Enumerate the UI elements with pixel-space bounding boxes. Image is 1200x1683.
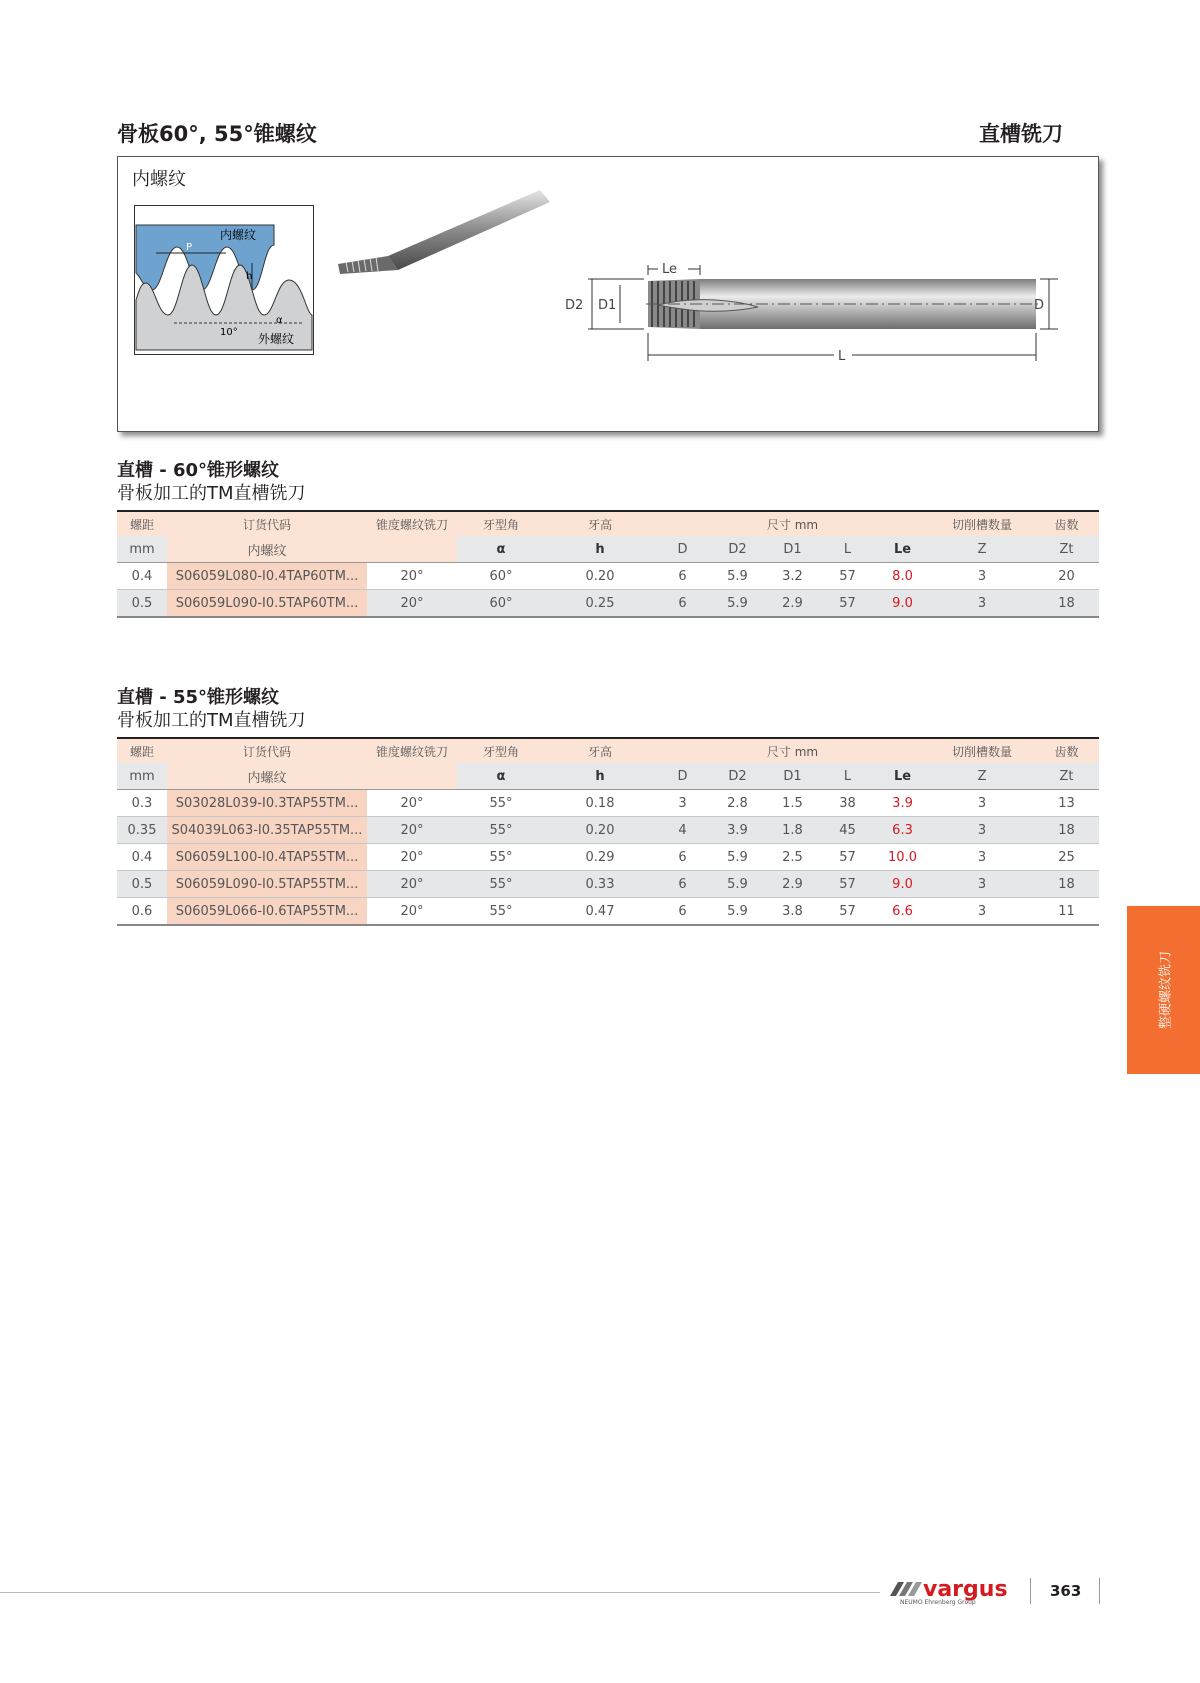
sub-l: L — [820, 536, 875, 563]
thread-profile-diagram — [134, 205, 314, 355]
cell-pitch: 0.5 — [117, 871, 167, 898]
cell-d2: 5.9 — [710, 871, 765, 898]
cell-h: 0.25 — [545, 590, 655, 618]
section2-subtitle: 骨板加工的TM直槽铣刀 — [117, 710, 306, 731]
logo-subtext: NEUMO Ehrenberg Group — [900, 1599, 976, 1606]
cell-d: 3 — [655, 790, 710, 817]
sub-z: Z — [930, 763, 1034, 790]
vargus-logo — [890, 1578, 1025, 1606]
cell-angle: 55° — [457, 844, 545, 871]
cell-d: 4 — [655, 817, 710, 844]
cell-d1: 2.9 — [765, 590, 820, 618]
cell-d1: 3.2 — [765, 563, 820, 590]
cell-l: 57 — [820, 871, 875, 898]
cell-code: S06059L066-I0.6TAP55TM... — [167, 898, 367, 926]
sub-le: Le — [875, 536, 930, 563]
col-profile-angle: 牙型角 — [457, 738, 545, 763]
side-tab-label: 整硬螺纹铣刀 — [1158, 950, 1173, 1030]
cell-z: 3 — [930, 844, 1034, 871]
cell-angle: 55° — [457, 790, 545, 817]
sub-d1: D1 — [765, 536, 820, 563]
cell-d1: 2.9 — [765, 871, 820, 898]
pitch-label: P — [186, 242, 193, 253]
cell-d2: 3.9 — [710, 817, 765, 844]
col-flutes: 切削槽数量 — [930, 738, 1034, 763]
footer-separator — [1030, 1578, 1031, 1604]
cell-taper: 20° — [367, 817, 457, 844]
cell-le: 3.9 — [875, 790, 930, 817]
logo-text: vargus — [923, 1577, 1008, 1602]
cell-d2: 5.9 — [710, 590, 765, 618]
cell-l: 57 — [820, 563, 875, 590]
cell-z: 3 — [930, 817, 1034, 844]
category-title: 直槽铣刀 — [979, 122, 1063, 146]
cell-code: S06059L100-I0.4TAP55TM... — [167, 844, 367, 871]
tool-dimension-drawing — [565, 262, 1048, 415]
table-row — [117, 898, 1099, 926]
table-row — [117, 817, 1099, 844]
cell-code: S03028L039-I0.3TAP55TM... — [167, 790, 367, 817]
sub-h: h — [545, 763, 655, 790]
col-teeth: 齿数 — [1034, 511, 1099, 536]
cell-pitch: 0.4 — [117, 844, 167, 871]
col-taper: 锥度螺纹铣刀 — [367, 511, 457, 536]
cell-taper: 20° — [367, 898, 457, 926]
d-label: D — [1034, 298, 1045, 313]
angle-label: α — [276, 315, 283, 326]
cell-zt: 25 — [1034, 844, 1099, 871]
cell-l: 57 — [820, 844, 875, 871]
table-row — [117, 790, 1099, 817]
cell-d: 6 — [655, 844, 710, 871]
sub-alpha: α — [457, 536, 545, 563]
cell-zt: 18 — [1034, 871, 1099, 898]
le-label: Le — [662, 262, 678, 277]
cell-code: S06059L090-I0.5TAP60TM... — [167, 590, 367, 618]
col-profile-angle: 牙型角 — [457, 511, 545, 536]
cell-pitch: 0.35 — [117, 817, 167, 844]
cell-z: 3 — [930, 563, 1034, 590]
sub-zt: Zt — [1034, 763, 1099, 790]
cell-zt: 18 — [1034, 817, 1099, 844]
cell-d2: 5.9 — [710, 898, 765, 926]
col-taper: 锥度螺纹铣刀 — [367, 738, 457, 763]
cell-taper: 20° — [367, 871, 457, 898]
section1-subtitle: 骨板加工的TM直槽铣刀 — [117, 483, 306, 504]
cell-z: 3 — [930, 871, 1034, 898]
table-row — [117, 871, 1099, 898]
cell-le: 6.3 — [875, 817, 930, 844]
sub-taper-blank — [367, 536, 457, 563]
cell-d1: 1.8 — [765, 817, 820, 844]
diagram-box — [117, 156, 1099, 432]
table-subheader-row — [117, 763, 1099, 790]
cell-angle: 60° — [457, 563, 545, 590]
sub-d2: D2 — [710, 763, 765, 790]
cell-d2: 5.9 — [710, 563, 765, 590]
cell-taper: 20° — [367, 844, 457, 871]
cell-d1: 3.8 — [765, 898, 820, 926]
cell-z: 3 — [930, 790, 1034, 817]
diagram-label: 内螺纹 — [132, 169, 186, 190]
cell-taper: 20° — [367, 590, 457, 618]
flank-angle-label: 10° — [220, 327, 238, 338]
table-header-row — [117, 511, 1099, 536]
height-label: h — [246, 271, 253, 282]
cell-d2: 2.8 — [710, 790, 765, 817]
cell-zt: 13 — [1034, 790, 1099, 817]
section1-title: 直槽 - 60°锥形螺纹 — [117, 460, 280, 481]
internal-thread-label: 内螺纹 — [220, 228, 257, 242]
col-pitch: 螺距 — [117, 738, 167, 763]
sub-d: D — [655, 536, 710, 563]
spec-table-55 — [117, 737, 1099, 926]
footer-divider — [0, 1592, 880, 1593]
sub-alpha: α — [457, 763, 545, 790]
side-section-tab[interactable] — [1127, 906, 1200, 1074]
cell-d2: 5.9 — [710, 844, 765, 871]
spec-table-60 — [117, 510, 1099, 618]
page-number: 363 — [1050, 1582, 1082, 1600]
sub-unit: mm — [117, 763, 167, 790]
table-row — [117, 590, 1099, 618]
sub-taper-blank — [367, 763, 457, 790]
page-title: 骨板60°, 55°锥螺纹 — [117, 122, 317, 146]
col-tooth-height: 牙高 — [545, 738, 655, 763]
cell-pitch: 0.6 — [117, 898, 167, 926]
cell-angle: 55° — [457, 871, 545, 898]
sub-internal: 内螺纹 — [167, 763, 367, 790]
col-pitch: 螺距 — [117, 511, 167, 536]
sub-unit: mm — [117, 536, 167, 563]
cell-z: 3 — [930, 898, 1034, 926]
cell-zt: 11 — [1034, 898, 1099, 926]
table-row — [117, 844, 1099, 871]
cell-l: 38 — [820, 790, 875, 817]
cell-d1: 2.5 — [765, 844, 820, 871]
col-teeth: 齿数 — [1034, 738, 1099, 763]
cell-l: 45 — [820, 817, 875, 844]
col-order-code: 订货代码 — [167, 511, 367, 536]
cell-angle: 55° — [457, 898, 545, 926]
cell-pitch: 0.5 — [117, 590, 167, 618]
cell-angle: 55° — [457, 817, 545, 844]
cell-le: 9.0 — [875, 871, 930, 898]
table-header-row — [117, 738, 1099, 763]
section2-title: 直槽 - 55°锥形螺纹 — [117, 687, 280, 708]
cell-zt: 20 — [1034, 563, 1099, 590]
cell-le: 10.0 — [875, 844, 930, 871]
d2-label: D2 — [565, 298, 584, 313]
cell-angle: 60° — [457, 590, 545, 618]
tool-photo — [338, 182, 558, 282]
cell-taper: 20° — [367, 790, 457, 817]
cell-le: 8.0 — [875, 563, 930, 590]
cell-code: S06059L090-I0.5TAP55TM... — [167, 871, 367, 898]
sub-d2: D2 — [710, 536, 765, 563]
col-tooth-height: 牙高 — [545, 511, 655, 536]
col-dimensions: 尺寸 mm — [655, 738, 930, 763]
table-subheader-row — [117, 536, 1099, 563]
cell-le: 9.0 — [875, 590, 930, 618]
cell-code: S04039L063-I0.35TAP55TM... — [167, 817, 367, 844]
sub-le: Le — [875, 763, 930, 790]
sub-internal: 内螺纹 — [167, 536, 367, 563]
l-label: L — [838, 349, 846, 364]
cell-pitch: 0.3 — [117, 790, 167, 817]
cell-zt: 18 — [1034, 590, 1099, 618]
sub-d: D — [655, 763, 710, 790]
cell-l: 57 — [820, 590, 875, 618]
col-order-code: 订货代码 — [167, 738, 367, 763]
sub-l: L — [820, 763, 875, 790]
cell-d1: 1.5 — [765, 790, 820, 817]
cell-d: 6 — [655, 871, 710, 898]
sub-h: h — [545, 536, 655, 563]
cell-h: 0.20 — [545, 817, 655, 844]
table-row — [117, 563, 1099, 590]
cell-d: 6 — [655, 898, 710, 926]
cell-h: 0.33 — [545, 871, 655, 898]
sub-z: Z — [930, 536, 1034, 563]
cell-taper: 20° — [367, 563, 457, 590]
cell-le: 6.6 — [875, 898, 930, 926]
sub-zt: Zt — [1034, 536, 1099, 563]
cell-h: 0.47 — [545, 898, 655, 926]
cell-h: 0.18 — [545, 790, 655, 817]
sub-d1: D1 — [765, 763, 820, 790]
external-thread-label: 外螺纹 — [258, 332, 295, 346]
cell-code: S06059L080-I0.4TAP60TM... — [167, 563, 367, 590]
d1-label: D1 — [598, 298, 617, 313]
cell-h: 0.20 — [545, 563, 655, 590]
cell-z: 3 — [930, 590, 1034, 618]
cell-l: 57 — [820, 898, 875, 926]
footer-separator — [1099, 1578, 1100, 1604]
cell-pitch: 0.4 — [117, 563, 167, 590]
col-flutes: 切削槽数量 — [930, 511, 1034, 536]
cell-d: 6 — [655, 590, 710, 618]
col-dimensions: 尺寸 mm — [655, 511, 930, 536]
cell-d: 6 — [655, 563, 710, 590]
cell-h: 0.29 — [545, 844, 655, 871]
